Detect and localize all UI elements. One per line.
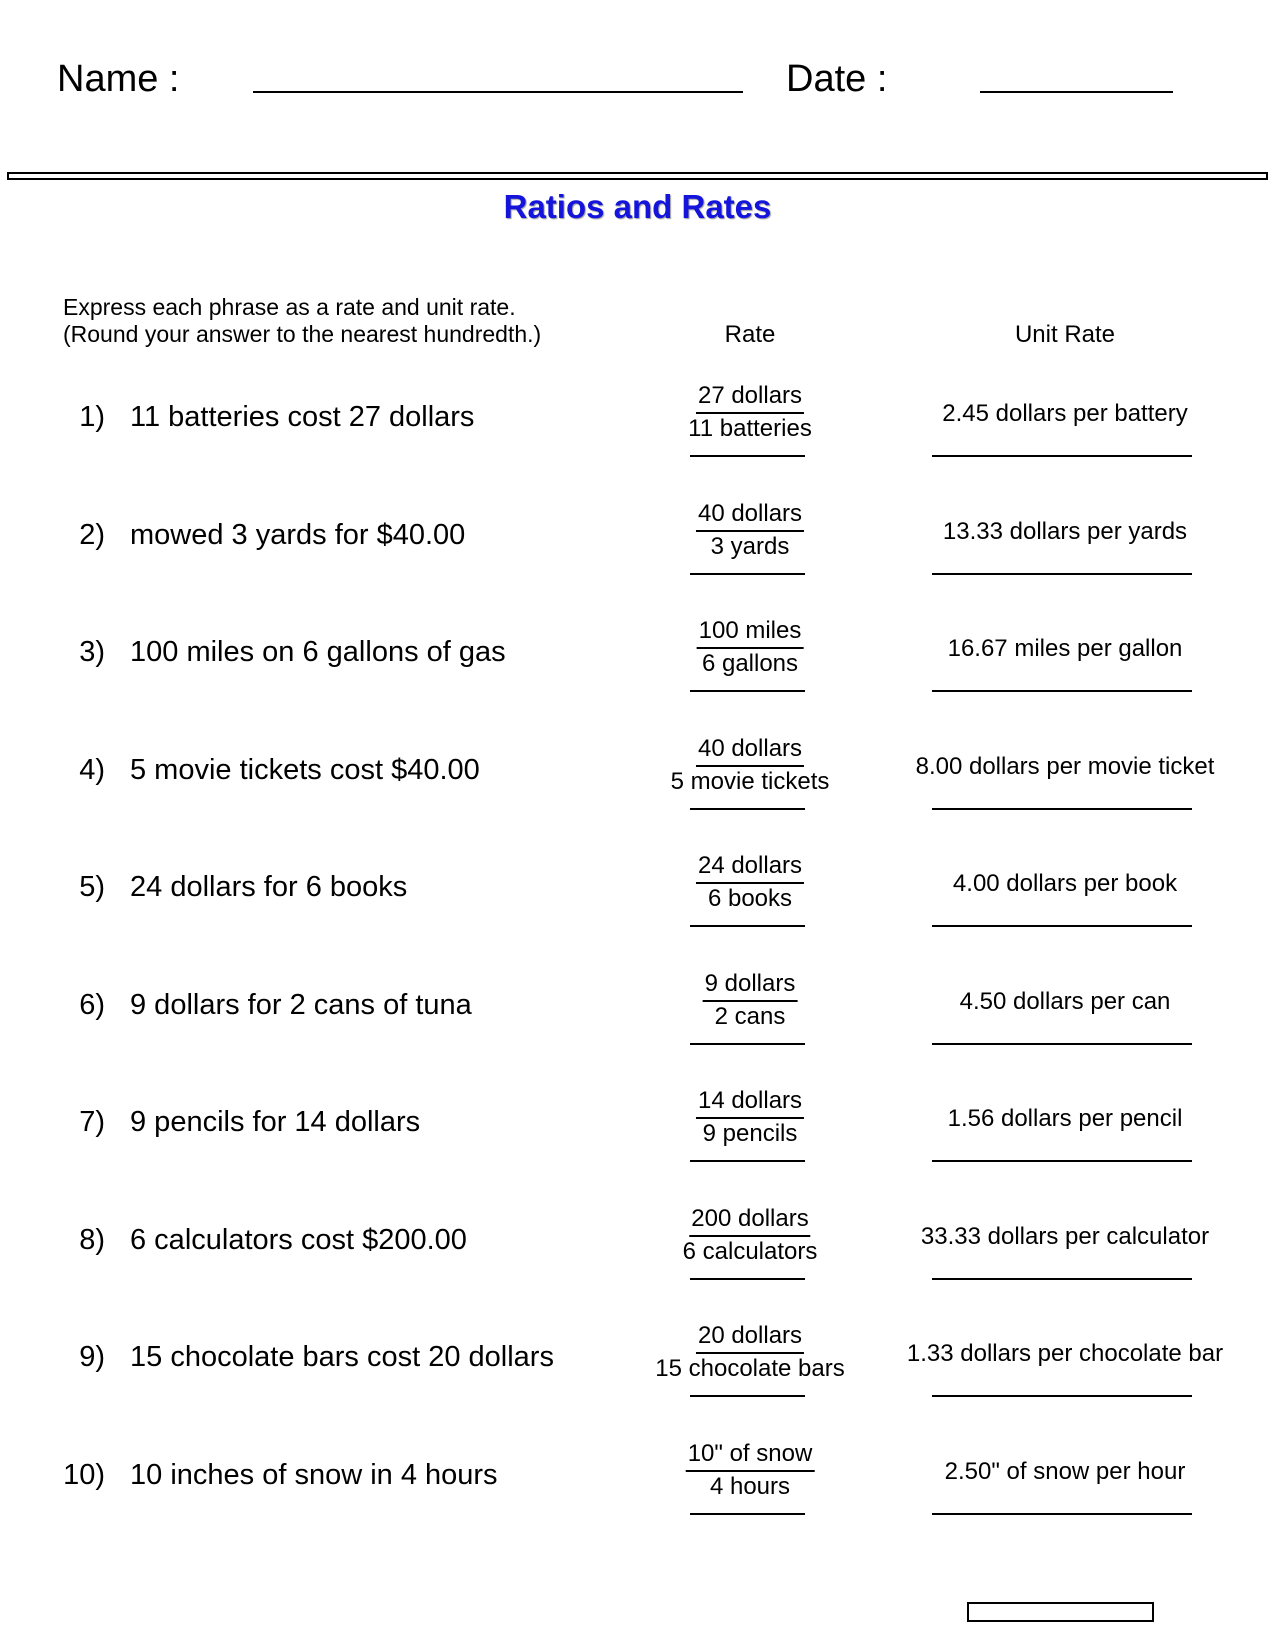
rate-answer-line [690,1513,805,1515]
rate-denominator: 6 gallons [701,650,799,677]
problem-text: mowed 3 yards for $40.00 [130,518,466,551]
instructions [63,294,541,348]
unit-rate-text: 13.33 dollars per yards [942,517,1188,545]
rate-answer[interactable] [600,1322,900,1418]
rate-denominator: 3 yards [710,532,790,560]
rate-answer-line [690,1160,805,1162]
problem-number: 4) [79,753,105,786]
unit-rate-text: 4.00 dollars per book [952,870,1178,897]
rate-answer-line [690,690,805,692]
rate-denominator: 6 calculators [682,1237,818,1265]
problem-number: 5) [79,871,105,903]
unit-rate-text: 2.50" of snow per hour [944,1457,1186,1485]
problem-text: 10 inches of snow in 4 hours [130,1458,498,1491]
problem-number: 8) [79,1223,105,1256]
rate-numerator: 14 dollars [696,1087,804,1119]
problem-text: 100 miles on 6 gallons of gas [130,636,506,668]
problem-number: 1) [79,401,105,433]
rate-denominator: 4 hours [709,1472,791,1500]
header-divider [7,172,1268,180]
rate-denominator: 6 books [707,885,793,912]
rate-numerator: 200 dollars [689,1205,810,1237]
problem-number: 7) [79,1106,105,1138]
unit-rate-answer-line [932,1513,1192,1515]
date-field[interactable] [980,91,1173,93]
unit-rate-text: 16.67 miles per gallon [947,635,1183,662]
rate-answer[interactable] [600,617,900,713]
problem-text: 24 dollars for 6 books [130,871,408,903]
unit-rate-answer-line [932,1278,1192,1280]
rate-answer[interactable] [600,1087,900,1183]
rate-numerator: 10" of snow [686,1440,815,1472]
unit-rate-answer[interactable] [885,735,1245,831]
rate-denominator: 11 batteries [688,415,812,442]
rate-column-header: Rate [724,321,776,348]
unit-rate-answer[interactable] [885,1440,1245,1536]
problem-number: 6) [79,988,105,1021]
rate-answer-line [690,1395,805,1397]
problem-text: 15 chocolate bars cost 20 dollars [130,1341,554,1373]
problem-text: 9 dollars for 2 cans of tuna [130,988,472,1021]
score-box[interactable] [967,1602,1154,1622]
rate-answer[interactable] [600,1440,900,1536]
problem-number: 9) [79,1341,105,1373]
rate-numerator: 40 dollars [696,735,804,767]
rate-numerator: 27 dollars [696,382,804,414]
instructions-line-2: (Round your answer to the nearest hundredth.) [63,321,542,347]
rate-answer[interactable] [600,735,900,831]
rate-denominator: 9 pencils [702,1120,798,1147]
unit-rate-answer[interactable] [885,970,1245,1066]
rate-answer-line [690,573,805,575]
name-label: Name : [57,58,180,100]
rate-answer[interactable] [600,382,900,478]
unit-rate-answer-line [932,1395,1192,1397]
rate-answer-line [690,1278,805,1280]
unit-rate-answer-line [932,1160,1192,1162]
unit-rate-answer-line [932,1043,1192,1045]
rate-denominator: 5 movie tickets [670,767,830,795]
unit-rate-text: 2.45 dollars per battery [942,400,1188,427]
problem-number: 2) [79,518,105,551]
problem-text: 9 pencils for 14 dollars [130,1106,421,1138]
rate-answer[interactable] [600,852,900,948]
rate-answer-line [690,455,805,457]
unit-rate-text: 33.33 dollars per calculator [920,1222,1210,1250]
unit-rate-answer[interactable] [885,382,1245,478]
rate-answer-line [690,1043,805,1045]
rate-denominator: 2 cans [714,1002,786,1030]
unit-rate-text: 8.00 dollars per movie ticket [915,752,1215,780]
rate-answer[interactable] [600,500,900,596]
unit-rate-text: 1.33 dollars per chocolate bar [906,1340,1224,1367]
date-label: Date : [786,58,888,100]
unit-rate-answer-line [932,573,1192,575]
unit-rate-text: 1.56 dollars per pencil [947,1105,1183,1132]
unit-rate-answer-line [932,455,1192,457]
rate-numerator: 100 miles [697,617,804,649]
unit-rate-answer[interactable] [885,1205,1245,1301]
problem-text: 11 batteries cost 27 dollars [130,401,475,433]
problem-number: 3) [79,636,105,668]
unit-rate-answer[interactable] [885,617,1245,713]
page-title: Ratios and Rates [503,188,772,225]
problem-number: 10) [63,1458,105,1491]
unit-rate-answer-line [932,690,1192,692]
rate-numerator: 9 dollars [703,970,798,1002]
instructions-line-1: Express each phrase as a rate and unit rate. [63,294,516,320]
rate-answer[interactable] [600,1205,900,1301]
unit-rate-answer[interactable] [885,1322,1245,1418]
unit-rate-answer[interactable] [885,1087,1245,1183]
rate-numerator: 20 dollars [696,1322,804,1354]
rate-answer-line [690,925,805,927]
rate-denominator: 15 chocolate bars [655,1355,845,1382]
rate-answer-line [690,808,805,810]
unit-rate-answer[interactable] [885,500,1245,596]
name-field[interactable] [253,91,743,93]
unit-rate-text: 4.50 dollars per can [959,987,1171,1015]
problem-text: 6 calculators cost $200.00 [130,1223,467,1256]
unit-rate-answer-line [932,808,1192,810]
problem-text: 5 movie tickets cost $40.00 [130,753,480,786]
rate-numerator: 40 dollars [696,500,804,532]
rate-numerator: 24 dollars [696,852,804,884]
unit-rate-answer[interactable] [885,852,1245,948]
unit-rate-column-header: Unit Rate [1014,321,1116,348]
unit-rate-answer-line [932,925,1192,927]
rate-answer[interactable] [600,970,900,1066]
